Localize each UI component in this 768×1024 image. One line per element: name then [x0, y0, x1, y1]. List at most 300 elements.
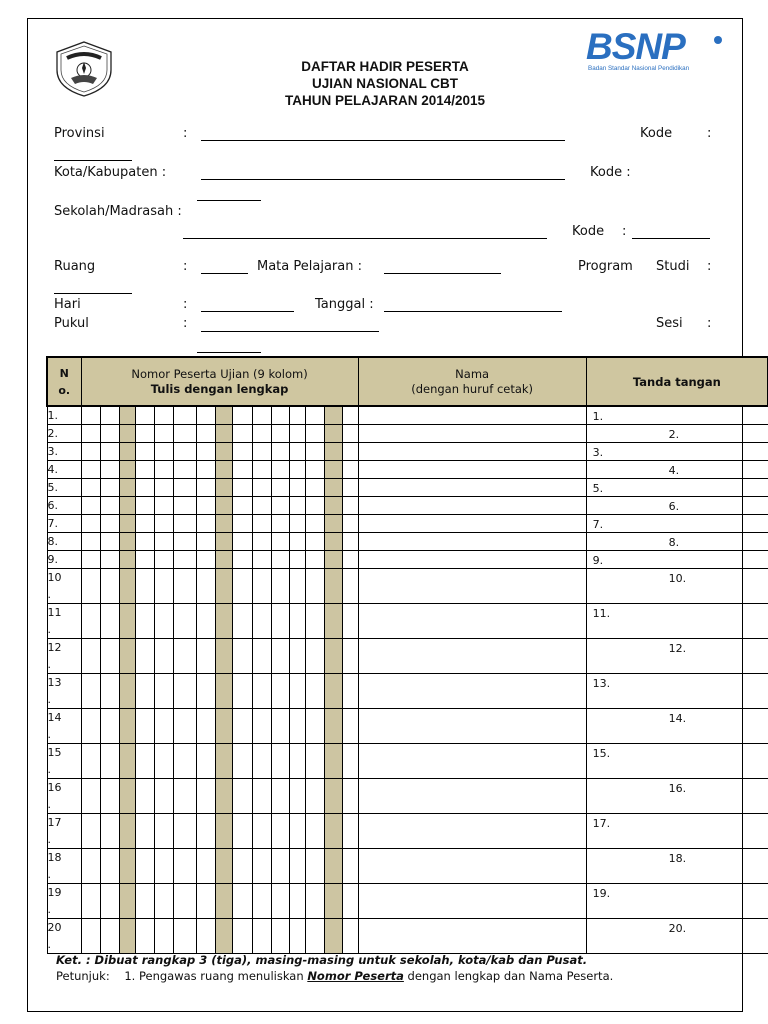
digit-cell[interactable] [252, 919, 271, 954]
digit-cell[interactable] [342, 604, 358, 639]
digit-cell[interactable] [196, 814, 215, 849]
digit-cell[interactable] [173, 814, 196, 849]
signature-cell[interactable] [586, 639, 768, 674]
digit-cell[interactable] [324, 443, 342, 461]
digit-cell[interactable] [154, 569, 173, 604]
digit-cell[interactable] [119, 569, 135, 604]
digit-cell[interactable] [252, 497, 271, 515]
digit-cell[interactable] [196, 515, 215, 533]
digit-cell[interactable] [289, 533, 305, 551]
digit-cell[interactable] [135, 551, 154, 569]
digit-cell[interactable] [324, 497, 342, 515]
digit-cell[interactable] [215, 849, 232, 884]
digit-cell[interactable] [305, 406, 324, 425]
digit-cell[interactable] [196, 919, 215, 954]
digit-cell[interactable] [215, 497, 232, 515]
signature-cell[interactable] [586, 497, 768, 515]
digit-cell[interactable] [173, 919, 196, 954]
digit-cell[interactable] [342, 497, 358, 515]
digit-cell[interactable] [81, 744, 100, 779]
digit-cell[interactable] [232, 497, 252, 515]
digit-cell[interactable] [196, 779, 215, 814]
signature-cell[interactable] [586, 443, 768, 461]
digit-cell[interactable] [119, 884, 135, 919]
digit-cell[interactable] [196, 443, 215, 461]
digit-cell[interactable] [173, 604, 196, 639]
kode-provinsi-field[interactable] [54, 160, 132, 161]
nama-cell[interactable] [358, 674, 586, 709]
digit-cell[interactable] [324, 533, 342, 551]
digit-cell[interactable] [135, 406, 154, 425]
digit-cell[interactable] [289, 443, 305, 461]
digit-cell[interactable] [232, 744, 252, 779]
digit-cell[interactable] [173, 639, 196, 674]
digit-cell[interactable] [173, 779, 196, 814]
digit-cell[interactable] [215, 604, 232, 639]
nama-cell[interactable] [358, 461, 586, 479]
digit-cell[interactable] [289, 425, 305, 443]
digit-cell[interactable] [232, 919, 252, 954]
digit-cell[interactable] [135, 814, 154, 849]
digit-cell[interactable] [81, 814, 100, 849]
digit-cell[interactable] [215, 533, 232, 551]
digit-cell[interactable] [342, 849, 358, 884]
digit-cell[interactable] [232, 406, 252, 425]
digit-cell[interactable] [154, 709, 173, 744]
digit-cell[interactable] [119, 674, 135, 709]
digit-cell[interactable] [196, 569, 215, 604]
digit-cell[interactable] [100, 569, 119, 604]
ruang-field[interactable] [201, 273, 248, 274]
digit-cell[interactable] [252, 479, 271, 497]
nama-cell[interactable] [358, 779, 586, 814]
digit-cell[interactable] [154, 674, 173, 709]
digit-cell[interactable] [81, 443, 100, 461]
digit-cell[interactable] [232, 461, 252, 479]
signature-cell[interactable] [586, 884, 768, 919]
digit-cell[interactable] [252, 533, 271, 551]
digit-cell[interactable] [305, 569, 324, 604]
digit-cell[interactable] [119, 779, 135, 814]
digit-cell[interactable] [305, 814, 324, 849]
digit-cell[interactable] [135, 709, 154, 744]
digit-cell[interactable] [173, 425, 196, 443]
signature-cell[interactable] [586, 849, 768, 884]
digit-cell[interactable] [119, 497, 135, 515]
digit-cell[interactable] [271, 551, 289, 569]
digit-cell[interactable] [100, 551, 119, 569]
digit-cell[interactable] [342, 551, 358, 569]
digit-cell[interactable] [324, 709, 342, 744]
digit-cell[interactable] [305, 604, 324, 639]
digit-cell[interactable] [154, 515, 173, 533]
digit-cell[interactable] [305, 639, 324, 674]
digit-cell[interactable] [232, 814, 252, 849]
digit-cell[interactable] [305, 779, 324, 814]
digit-cell[interactable] [271, 461, 289, 479]
digit-cell[interactable] [135, 569, 154, 604]
digit-cell[interactable] [324, 425, 342, 443]
digit-cell[interactable] [154, 779, 173, 814]
digit-cell[interactable] [196, 497, 215, 515]
digit-cell[interactable] [215, 639, 232, 674]
digit-cell[interactable] [252, 709, 271, 744]
digit-cell[interactable] [252, 569, 271, 604]
digit-cell[interactable] [271, 709, 289, 744]
digit-cell[interactable] [81, 497, 100, 515]
nama-cell[interactable] [358, 849, 586, 884]
digit-cell[interactable] [271, 569, 289, 604]
digit-cell[interactable] [215, 884, 232, 919]
digit-cell[interactable] [135, 744, 154, 779]
digit-cell[interactable] [342, 425, 358, 443]
digit-cell[interactable] [289, 779, 305, 814]
digit-cell[interactable] [119, 515, 135, 533]
digit-cell[interactable] [173, 709, 196, 744]
digit-cell[interactable] [100, 919, 119, 954]
digit-cell[interactable] [305, 515, 324, 533]
digit-cell[interactable] [215, 814, 232, 849]
digit-cell[interactable] [305, 533, 324, 551]
digit-cell[interactable] [135, 604, 154, 639]
digit-cell[interactable] [305, 674, 324, 709]
digit-cell[interactable] [342, 639, 358, 674]
digit-cell[interactable] [100, 515, 119, 533]
digit-cell[interactable] [196, 425, 215, 443]
digit-cell[interactable] [215, 461, 232, 479]
sesi-field[interactable] [197, 352, 261, 353]
digit-cell[interactable] [100, 479, 119, 497]
digit-cell[interactable] [135, 919, 154, 954]
digit-cell[interactable] [342, 884, 358, 919]
nama-cell[interactable] [358, 604, 586, 639]
digit-cell[interactable] [324, 919, 342, 954]
digit-cell[interactable] [196, 551, 215, 569]
digit-cell[interactable] [135, 779, 154, 814]
digit-cell[interactable] [252, 425, 271, 443]
digit-cell[interactable] [135, 849, 154, 884]
digit-cell[interactable] [305, 849, 324, 884]
digit-cell[interactable] [271, 406, 289, 425]
digit-cell[interactable] [305, 497, 324, 515]
digit-cell[interactable] [119, 479, 135, 497]
digit-cell[interactable] [173, 569, 196, 604]
digit-cell[interactable] [252, 406, 271, 425]
digit-cell[interactable] [305, 709, 324, 744]
digit-cell[interactable] [271, 479, 289, 497]
digit-cell[interactable] [119, 919, 135, 954]
digit-cell[interactable] [154, 461, 173, 479]
digit-cell[interactable] [271, 443, 289, 461]
digit-cell[interactable] [173, 551, 196, 569]
nama-cell[interactable] [358, 569, 586, 604]
digit-cell[interactable] [100, 779, 119, 814]
digit-cell[interactable] [135, 497, 154, 515]
signature-cell[interactable] [586, 515, 768, 533]
digit-cell[interactable] [196, 744, 215, 779]
pukul-field[interactable] [201, 331, 379, 332]
digit-cell[interactable] [252, 461, 271, 479]
digit-cell[interactable] [154, 639, 173, 674]
digit-cell[interactable] [289, 515, 305, 533]
digit-cell[interactable] [100, 849, 119, 884]
nama-cell[interactable] [358, 443, 586, 461]
digit-cell[interactable] [342, 674, 358, 709]
digit-cell[interactable] [271, 533, 289, 551]
digit-cell[interactable] [100, 709, 119, 744]
digit-cell[interactable] [154, 497, 173, 515]
signature-cell[interactable] [586, 744, 768, 779]
digit-cell[interactable] [289, 406, 305, 425]
digit-cell[interactable] [196, 709, 215, 744]
nama-cell[interactable] [358, 744, 586, 779]
digit-cell[interactable] [289, 674, 305, 709]
digit-cell[interactable] [232, 639, 252, 674]
digit-cell[interactable] [215, 674, 232, 709]
digit-cell[interactable] [252, 639, 271, 674]
nama-cell[interactable] [358, 533, 586, 551]
digit-cell[interactable] [342, 515, 358, 533]
digit-cell[interactable] [271, 779, 289, 814]
digit-cell[interactable] [196, 884, 215, 919]
digit-cell[interactable] [271, 497, 289, 515]
nama-cell[interactable] [358, 497, 586, 515]
digit-cell[interactable] [289, 814, 305, 849]
digit-cell[interactable] [154, 814, 173, 849]
digit-cell[interactable] [342, 406, 358, 425]
digit-cell[interactable] [119, 461, 135, 479]
digit-cell[interactable] [196, 533, 215, 551]
digit-cell[interactable] [215, 569, 232, 604]
digit-cell[interactable] [173, 674, 196, 709]
digit-cell[interactable] [215, 425, 232, 443]
digit-cell[interactable] [100, 884, 119, 919]
digit-cell[interactable] [173, 744, 196, 779]
digit-cell[interactable] [289, 551, 305, 569]
digit-cell[interactable] [342, 814, 358, 849]
digit-cell[interactable] [154, 425, 173, 443]
digit-cell[interactable] [100, 533, 119, 551]
digit-cell[interactable] [324, 515, 342, 533]
digit-cell[interactable] [324, 639, 342, 674]
digit-cell[interactable] [232, 479, 252, 497]
digit-cell[interactable] [289, 569, 305, 604]
digit-cell[interactable] [289, 497, 305, 515]
digit-cell[interactable] [81, 604, 100, 639]
digit-cell[interactable] [305, 425, 324, 443]
digit-cell[interactable] [252, 814, 271, 849]
digit-cell[interactable] [196, 406, 215, 425]
tanggal-field[interactable] [384, 311, 562, 312]
digit-cell[interactable] [232, 674, 252, 709]
signature-cell[interactable] [586, 709, 768, 744]
digit-cell[interactable] [81, 551, 100, 569]
digit-cell[interactable] [271, 639, 289, 674]
digit-cell[interactable] [173, 884, 196, 919]
digit-cell[interactable] [324, 479, 342, 497]
digit-cell[interactable] [119, 406, 135, 425]
digit-cell[interactable] [81, 709, 100, 744]
nama-cell[interactable] [358, 515, 586, 533]
digit-cell[interactable] [324, 551, 342, 569]
digit-cell[interactable] [119, 709, 135, 744]
digit-cell[interactable] [173, 443, 196, 461]
digit-cell[interactable] [324, 406, 342, 425]
digit-cell[interactable] [232, 709, 252, 744]
digit-cell[interactable] [119, 533, 135, 551]
digit-cell[interactable] [154, 551, 173, 569]
digit-cell[interactable] [100, 406, 119, 425]
digit-cell[interactable] [305, 461, 324, 479]
digit-cell[interactable] [289, 479, 305, 497]
digit-cell[interactable] [271, 884, 289, 919]
digit-cell[interactable] [119, 443, 135, 461]
digit-cell[interactable] [81, 849, 100, 884]
digit-cell[interactable] [289, 709, 305, 744]
digit-cell[interactable] [305, 443, 324, 461]
digit-cell[interactable] [342, 443, 358, 461]
signature-cell[interactable] [586, 425, 768, 443]
nama-cell[interactable] [358, 709, 586, 744]
digit-cell[interactable] [135, 674, 154, 709]
digit-cell[interactable] [173, 461, 196, 479]
digit-cell[interactable] [81, 425, 100, 443]
digit-cell[interactable] [252, 443, 271, 461]
digit-cell[interactable] [232, 569, 252, 604]
digit-cell[interactable] [81, 779, 100, 814]
digit-cell[interactable] [215, 744, 232, 779]
digit-cell[interactable] [135, 639, 154, 674]
digit-cell[interactable] [81, 533, 100, 551]
digit-cell[interactable] [119, 425, 135, 443]
digit-cell[interactable] [342, 569, 358, 604]
digit-cell[interactable] [173, 533, 196, 551]
signature-cell[interactable] [586, 814, 768, 849]
digit-cell[interactable] [289, 604, 305, 639]
digit-cell[interactable] [305, 551, 324, 569]
digit-cell[interactable] [324, 674, 342, 709]
digit-cell[interactable] [215, 919, 232, 954]
digit-cell[interactable] [81, 639, 100, 674]
digit-cell[interactable] [289, 919, 305, 954]
digit-cell[interactable] [81, 674, 100, 709]
digit-cell[interactable] [81, 461, 100, 479]
digit-cell[interactable] [154, 849, 173, 884]
digit-cell[interactable] [305, 744, 324, 779]
digit-cell[interactable] [342, 779, 358, 814]
digit-cell[interactable] [154, 604, 173, 639]
digit-cell[interactable] [232, 849, 252, 884]
digit-cell[interactable] [342, 533, 358, 551]
digit-cell[interactable] [232, 884, 252, 919]
digit-cell[interactable] [252, 551, 271, 569]
digit-cell[interactable] [100, 674, 119, 709]
mapel-field[interactable] [384, 273, 501, 274]
digit-cell[interactable] [81, 884, 100, 919]
program-studi-field[interactable] [54, 293, 132, 294]
kode-kota-field[interactable] [197, 200, 261, 201]
digit-cell[interactable] [215, 443, 232, 461]
digit-cell[interactable] [215, 479, 232, 497]
nama-cell[interactable] [358, 639, 586, 674]
digit-cell[interactable] [135, 884, 154, 919]
digit-cell[interactable] [100, 497, 119, 515]
digit-cell[interactable] [119, 551, 135, 569]
digit-cell[interactable] [135, 533, 154, 551]
nama-cell[interactable] [358, 551, 586, 569]
digit-cell[interactable] [154, 443, 173, 461]
digit-cell[interactable] [100, 744, 119, 779]
digit-cell[interactable] [271, 425, 289, 443]
digit-cell[interactable] [252, 779, 271, 814]
digit-cell[interactable] [305, 884, 324, 919]
digit-cell[interactable] [173, 849, 196, 884]
signature-cell[interactable] [586, 569, 768, 604]
digit-cell[interactable] [342, 461, 358, 479]
digit-cell[interactable] [324, 461, 342, 479]
digit-cell[interactable] [135, 461, 154, 479]
digit-cell[interactable] [324, 814, 342, 849]
digit-cell[interactable] [289, 639, 305, 674]
digit-cell[interactable] [100, 425, 119, 443]
digit-cell[interactable] [271, 814, 289, 849]
digit-cell[interactable] [342, 709, 358, 744]
digit-cell[interactable] [215, 779, 232, 814]
digit-cell[interactable] [252, 515, 271, 533]
digit-cell[interactable] [119, 744, 135, 779]
digit-cell[interactable] [81, 569, 100, 604]
sekolah-field[interactable] [183, 238, 547, 239]
digit-cell[interactable] [232, 515, 252, 533]
digit-cell[interactable] [215, 406, 232, 425]
digit-cell[interactable] [215, 551, 232, 569]
nama-cell[interactable] [358, 425, 586, 443]
nama-cell[interactable] [358, 406, 586, 425]
digit-cell[interactable] [271, 674, 289, 709]
digit-cell[interactable] [154, 479, 173, 497]
digit-cell[interactable] [305, 919, 324, 954]
digit-cell[interactable] [135, 479, 154, 497]
digit-cell[interactable] [252, 849, 271, 884]
digit-cell[interactable] [232, 551, 252, 569]
digit-cell[interactable] [271, 919, 289, 954]
digit-cell[interactable] [342, 479, 358, 497]
signature-cell[interactable] [586, 479, 768, 497]
digit-cell[interactable] [100, 639, 119, 674]
digit-cell[interactable] [342, 744, 358, 779]
digit-cell[interactable] [154, 884, 173, 919]
digit-cell[interactable] [324, 744, 342, 779]
digit-cell[interactable] [324, 779, 342, 814]
digit-cell[interactable] [324, 849, 342, 884]
digit-cell[interactable] [324, 884, 342, 919]
digit-cell[interactable] [81, 406, 100, 425]
digit-cell[interactable] [196, 461, 215, 479]
kota-field[interactable] [201, 179, 565, 180]
signature-cell[interactable] [586, 919, 768, 954]
hari-field[interactable] [201, 311, 294, 312]
signature-cell[interactable] [586, 461, 768, 479]
digit-cell[interactable] [119, 814, 135, 849]
digit-cell[interactable] [324, 604, 342, 639]
nama-cell[interactable] [358, 814, 586, 849]
digit-cell[interactable] [232, 443, 252, 461]
digit-cell[interactable] [305, 479, 324, 497]
kode-sekolah-field[interactable] [632, 238, 710, 239]
digit-cell[interactable] [119, 639, 135, 674]
digit-cell[interactable] [100, 814, 119, 849]
digit-cell[interactable] [81, 515, 100, 533]
